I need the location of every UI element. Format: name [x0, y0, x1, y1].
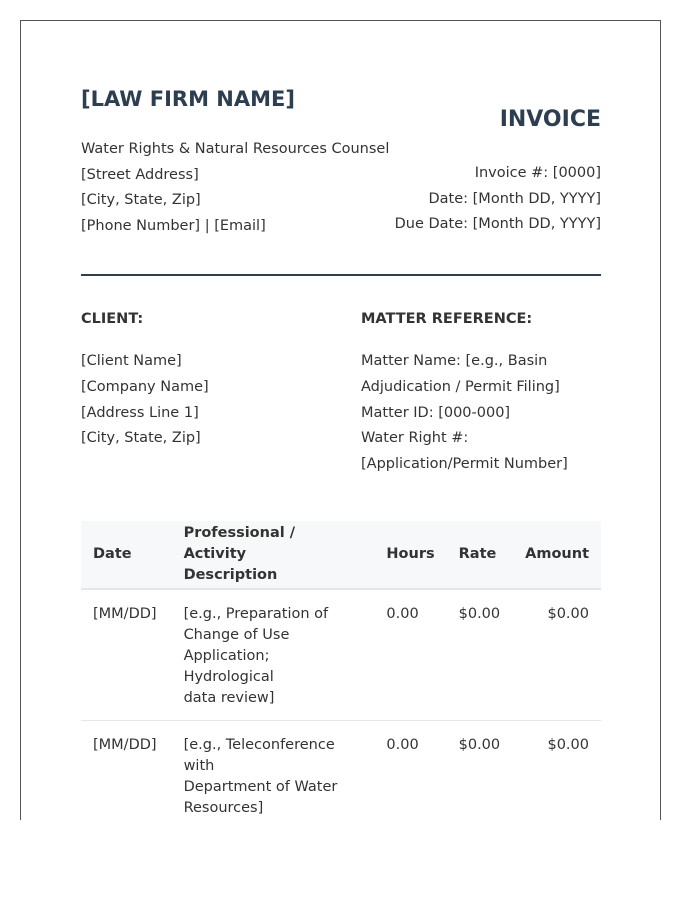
firm-tagline: Water Rights & Natural Resources Counsel [81, 141, 390, 157]
header-date: Date [81, 521, 172, 589]
firm-street: [Street Address] [81, 166, 199, 183]
client-heading: CLIENT: [81, 311, 144, 327]
row-hours: 0.00 [374, 721, 446, 821]
row-hours: 0.00 [374, 589, 446, 721]
row-description-line: Department of Water [183, 779, 338, 795]
matter-line: [Application/Permit Number] [361, 456, 568, 473]
row-description-line: data review] [183, 690, 275, 706]
firm-contact: [Phone Number] | [Email] [81, 217, 266, 234]
matter-block [361, 349, 568, 478]
row-description-line: [e.g., Preparation of [183, 606, 329, 622]
firm-details [81, 137, 389, 239]
row-amount: $0.00 [512, 721, 601, 821]
client-line: [Company Name] [81, 378, 209, 395]
row-rate: $0.00 [447, 589, 513, 721]
row-amount: $0.00 [512, 589, 601, 721]
table-row [81, 721, 601, 821]
matter-line: Matter Name: [e.g., Basin [361, 353, 548, 369]
row-rate: $0.00 [447, 721, 513, 821]
invoice-title: INVOICE [499, 107, 601, 132]
row-description-line: Application; Hydrological [183, 648, 274, 685]
header-divider [81, 274, 601, 276]
table-header-row [81, 521, 601, 589]
invoice-due-date: Due Date: [Month DD, YYYY] [394, 216, 601, 232]
header-description [172, 521, 375, 589]
row-date: [MM/DD] [81, 589, 172, 721]
matter-line: Matter ID: [000-000] [361, 404, 511, 421]
invoice-meta [395, 161, 601, 238]
line-items-table [81, 521, 601, 820]
firm-city: [City, State, Zip] [81, 192, 201, 208]
row-description-line: Change of Use [183, 627, 290, 643]
row-description [172, 589, 375, 721]
table-row [81, 589, 601, 721]
client-line: [City, State, Zip] [81, 430, 201, 447]
invoice-date: Date: [Month DD, YYYY] [428, 190, 601, 207]
client-line: [Address Line 1] [81, 404, 199, 421]
firm-name: [LAW FIRM NAME] [81, 87, 295, 111]
row-description [172, 721, 375, 821]
header-description-line: Professional / Activity [183, 525, 296, 562]
header-description-line: Description [183, 567, 278, 583]
matter-line: Adjudication / Permit Filing] [361, 378, 560, 395]
header-rate: Rate [447, 521, 513, 589]
invoice-number: Invoice #: [0000] [474, 165, 601, 181]
client-line: [Client Name] [81, 353, 182, 369]
client-block [81, 349, 209, 452]
header-hours: Hours [374, 521, 446, 589]
invoice-page [20, 20, 661, 820]
row-description-line: Resources] [183, 800, 264, 816]
header-amount: Amount [512, 521, 601, 589]
row-description-line: [e.g., Teleconference with [183, 737, 335, 774]
matter-line: Water Right #: [361, 430, 469, 447]
matter-heading: MATTER REFERENCE: [361, 311, 533, 327]
row-date: [MM/DD] [81, 721, 172, 821]
